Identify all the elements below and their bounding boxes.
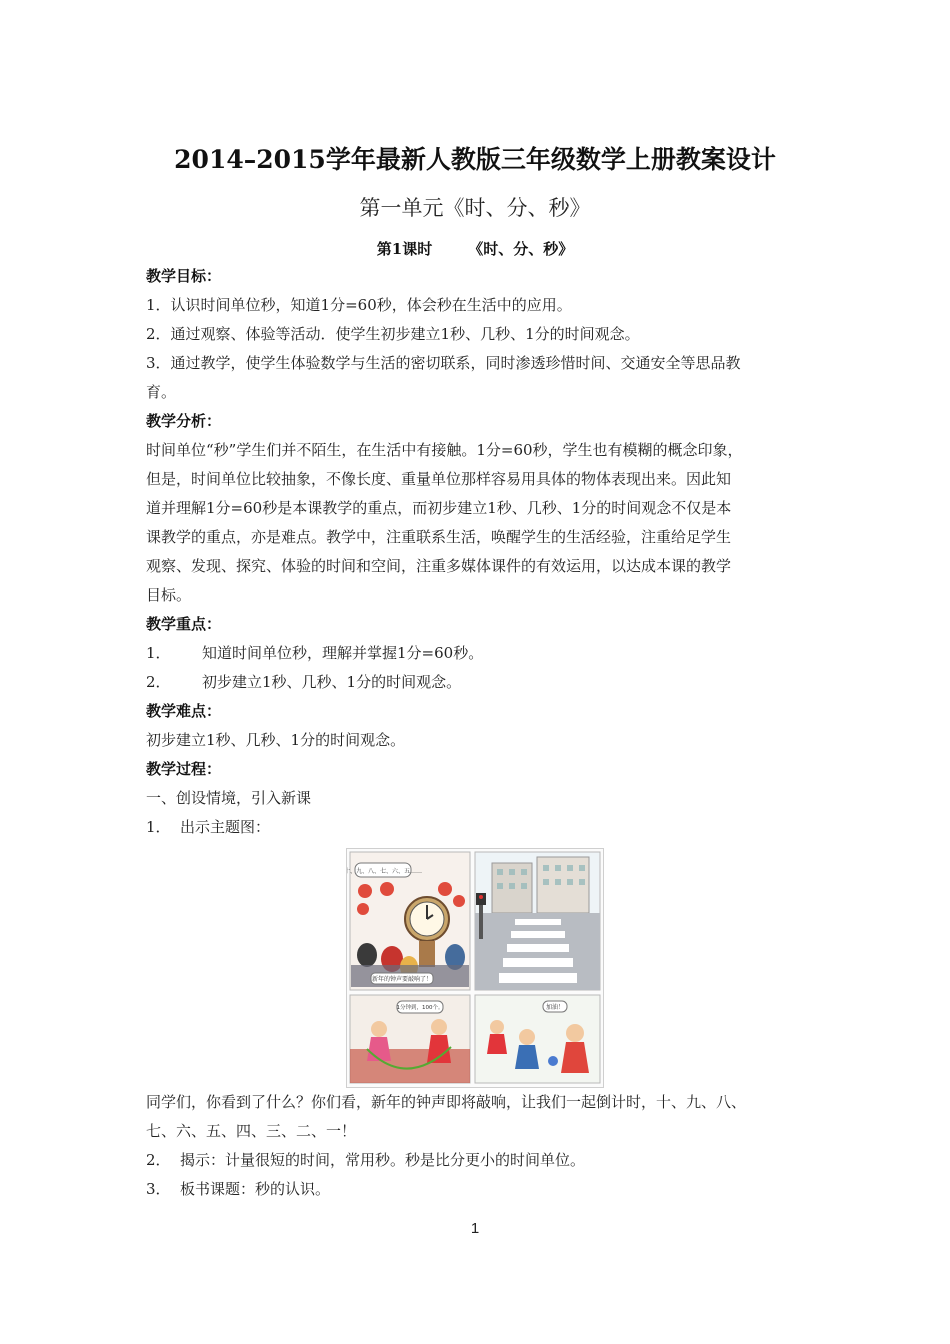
analysis-line: 目标。	[146, 586, 192, 604]
goal-1: 1．认识时间单位秒，知道1分=60秒，体会秒在生活中的应用。	[146, 296, 572, 314]
section-heading-analysis: 教学分析：	[146, 412, 222, 430]
speech-bubble-new-year: 新年的钟声要敲响了！	[371, 976, 433, 983]
key-point-text: 初步建立1秒、几秒、1分的时间观念。	[202, 673, 462, 691]
theme-illustration	[346, 848, 604, 1088]
process-substep-text: 出示主题图：	[180, 818, 271, 836]
analysis-line: 课教学的重点，亦是难点。教学中，注重联系生活，唤醒学生的生活经验，注重给足学生	[146, 528, 732, 546]
list-number: 3．	[146, 1180, 171, 1198]
section-heading-difficulty: 教学难点：	[146, 702, 222, 720]
section-heading-goals: 教学目标：	[146, 267, 222, 285]
document-title: 2014–2015学年最新人教版三年级数学上册教案设计	[174, 145, 776, 174]
process-substep	[146, 1175, 814, 1204]
goal-2: 2．通过观察、体验等活动．使学生初步建立1秒、几秒、1分的时间观念。	[146, 325, 640, 343]
theme-illustration-image	[347, 849, 603, 1087]
section-heading-key-points: 教学重点：	[146, 615, 222, 633]
lesson-heading	[0, 238, 950, 259]
list-number: 1．	[146, 644, 171, 662]
unit-title: 第一单元《时、分、秒》	[359, 196, 591, 220]
list-number: 2．	[146, 1151, 171, 1169]
section-heading-process: 教学过程：	[146, 760, 222, 778]
page-number: 1	[470, 1220, 480, 1237]
analysis-line: 观察、发现、探究、体验的时间和空间，注重多媒体课件的有效运用，以达成本课的教学	[146, 557, 732, 575]
document-body	[146, 262, 814, 1204]
speech-bubble-rope: 1分钟到，100个。	[396, 1005, 444, 1011]
process-substep	[146, 1146, 814, 1175]
paragraph-line: 七、六、五、四、三、二、一！	[146, 1122, 357, 1140]
process-substep-text: 板书课题：秒的认识。	[180, 1180, 331, 1198]
key-point-text: 知道时间单位秒，理解并掌握1分=60秒。	[202, 644, 484, 662]
analysis-line: 但是，时间单位比较抽象，不像长度、重量单位那样容易用具体的物体表现出来。因此知	[146, 470, 732, 488]
key-point-2	[146, 668, 814, 697]
list-number: 2．	[146, 673, 171, 691]
lesson-number: 第1课时	[376, 240, 433, 258]
analysis-line: 时间单位“秒”学生们并不陌生，在生活中有接触。1分=60秒，学生也有模糊的概念印象，	[146, 441, 743, 459]
paragraph-line: 同学们，你看到了什么？你们看，新年的钟声即将敲响，让我们一起倒计时，十、九、八、	[146, 1093, 747, 1111]
speech-bubble-countdown: 十、九、八、七、六、五……	[347, 868, 423, 875]
process-substep	[146, 813, 814, 842]
goal-3-cont: 育。	[146, 383, 177, 401]
difficulty-text: 初步建立1秒、几秒、1分的时间观念。	[146, 731, 406, 749]
lesson-name: 《时、分、秒》	[468, 240, 574, 258]
analysis-line: 道并理解1分=60秒是本课教学的重点，而初步建立1秒、几秒、1分的时间观念不仅是本	[146, 499, 732, 517]
goal-3: 3．通过教学，使学生体验数学与生活的密切联系，同时渗透珍惜时间、交通安全等思品教	[146, 354, 741, 372]
list-number: 1．	[146, 818, 171, 836]
process-substep-text: 揭示：计量很短的时间，常用秒。秒是比分更小的时间单位。	[180, 1151, 586, 1169]
speech-bubble-cheer: 加油！	[545, 1004, 565, 1011]
process-step: 一、创设情境，引入新课	[146, 789, 312, 807]
key-point-1	[146, 639, 814, 668]
